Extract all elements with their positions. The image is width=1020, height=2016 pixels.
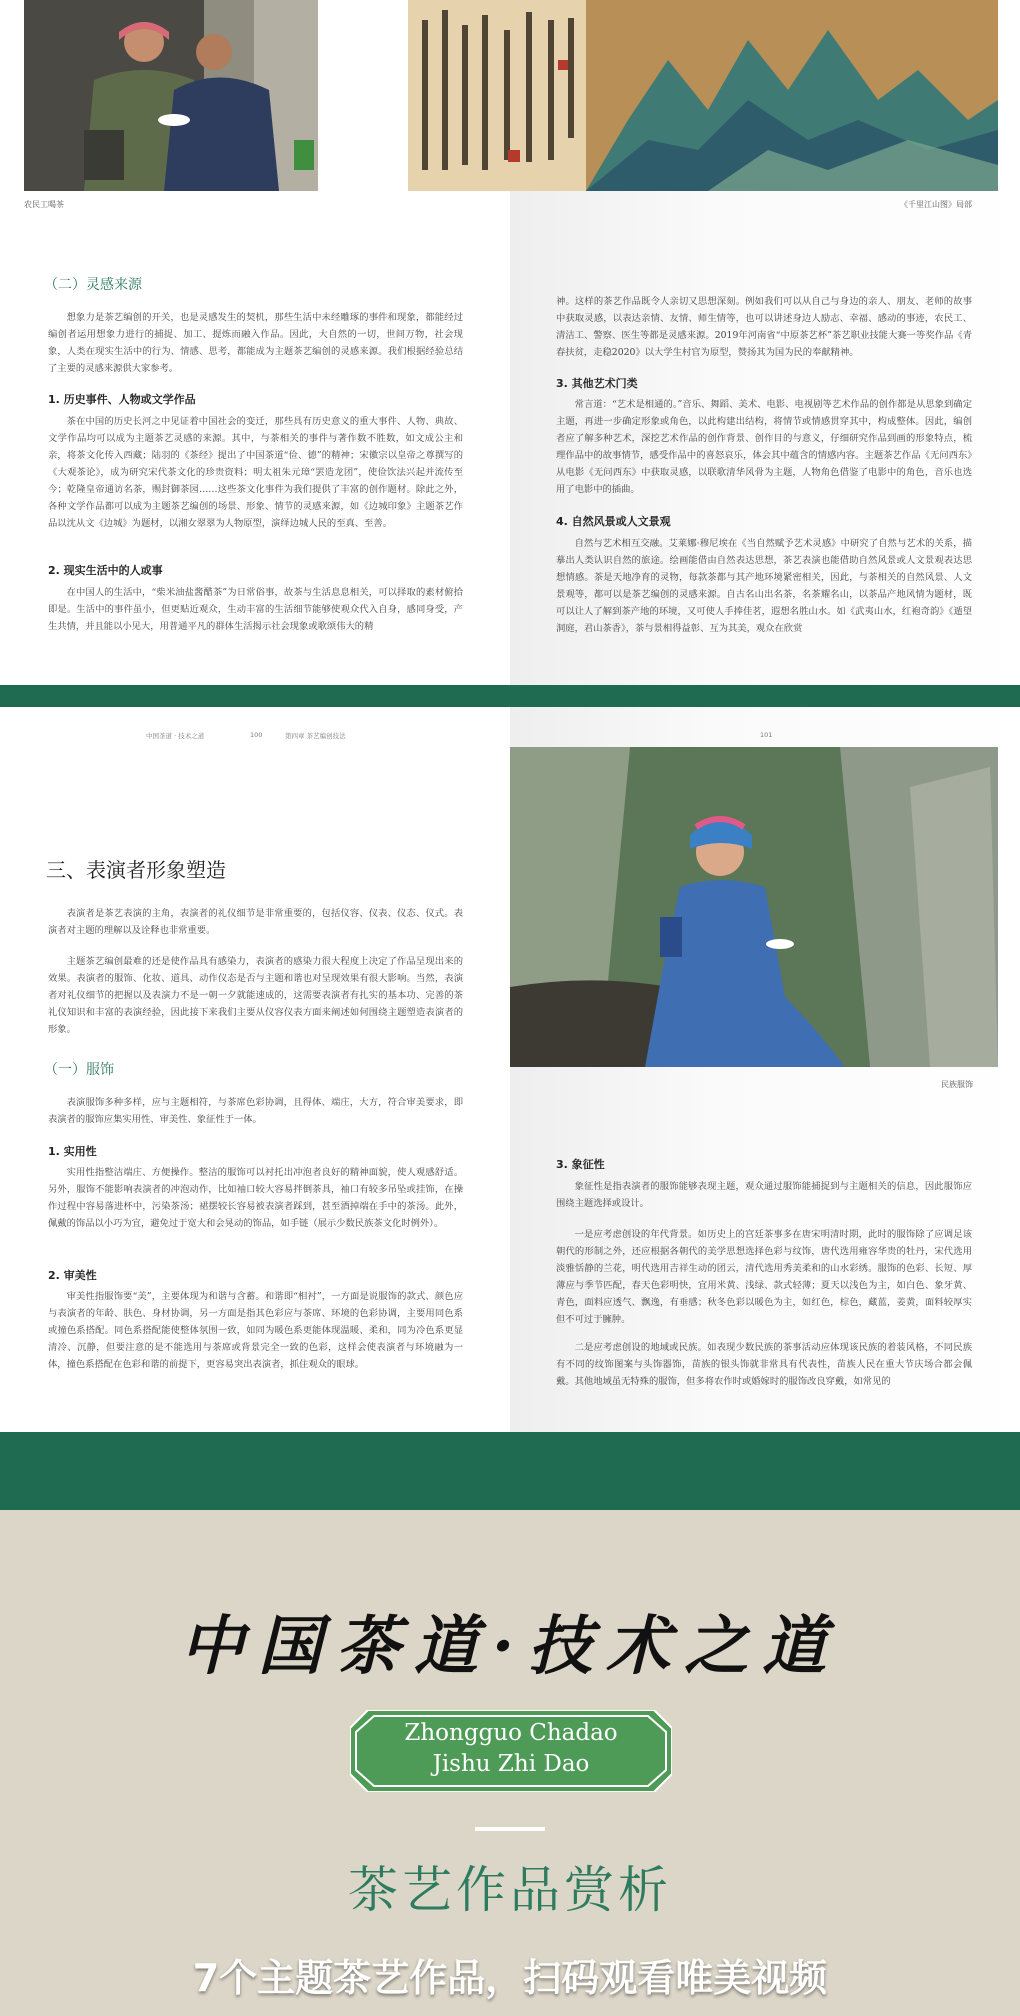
paragraph-real-life: 在中国人的生活中，“柴米油盐酱醋茶”为日常俗事，故茶与生活息息相关，可以择取的素材俯拾即是。生活中的事件虽小，但更贴近观众，生动丰富的生活细节能够使观众代入自身，感同身受，产生共情，并且能以小见大，用普通平凡的群体生活揭示社会现象或歌颂伟大的精 [48,587,463,632]
caption-left: 农民工喝茶 [24,200,64,209]
pinyin-text [350,1718,672,1780]
divider-rule [475,1827,545,1831]
spread-2 [0,707,1020,1432]
paragraph-practicality: 实用性指整洁端庄、方便操作。整洁的服饰可以衬托出冲泡者良好的精神面貌，使人观感舒适。另外，服饰不能影响表演者的冲泡动作，比如袖口较大容易拌倒茶具，袖口有较多吊坠或挂饰，在操作过程中容易落进杯中，污染茶汤；裙摆较长容易被表演者踩到，甚至酒掉端在手中的茶汤。此外，佩戴的饰品以小巧为宜，避免过于宽大和会晃动的饰品，如手链（展示少数民族茶文化时例外）。 [48,1167,463,1229]
paragraph-history: 茶在中国的历史长河之中见证着中国社会的变迁，那些具有历史意义的重大事件、人物、典故、文学作品均可以成为主题茶艺灵感的来源。其中，与茶相关的事件与著作数不胜数，如文成公主和亲，将茶文化传入西藏；陆羽的《茶经》提出了中国茶道“俭、德”的精神；宋徽宗以皇帝之尊撰写的《大观茶论》，成为研究宋代茶文化的珍贵资料；明太祖朱元璋“罢造龙团”，使俭饮法兴起并流传至今；乾隆皇帝通访名茶，赐封御茶园……这些茶文化事件为我们提供了丰富的创作题材。除此之外，各种文学作品都可以成为主题茶艺编创的场景、形象、情节的灵感来源，如《边城印象》主题茶艺作品以沈从文《边城》为题材，以湘女翠翠为人物原型，演绎边城人民的至真、至善。 [48,416,463,529]
chapter-section-title: 三、表演者形象塑造 [46,858,226,882]
page-number-right: 101 [760,731,773,739]
divider-band-1 [0,685,1020,707]
paragraph-symbolism-1: 象征性是指表演者的服饰能够表现主题，观众通过服饰能捕捉到与主题相关的信息，因此服饰应围绕主题选择或设计。 [556,1181,972,1209]
page-number-left: 100 [250,731,263,739]
paragraph-symbolism-3: 二是应考虑创设的地域或民族。如表现少数民族的茶事活动应体现该民族的着装风格，不同民族有不同的纹饰图案与头饰器饰，苗族的银头饰就非常具有代表性，苗族人民在重大节庆场合都会佩戴。其他地域虽无特殊的服饰，但多将农作时或婚嫁时的服饰改良穿戴，如常见的 [556,1342,972,1387]
heading-other-arts: 3. 其他艺术门类 [556,377,638,390]
paragraph-aesthetics: 审美性指服饰要“美”，主要体现为和谐与含蓄。和谐即“相衬”，一方面是说服饰的款式、颜色应与表演者的年龄、肤色、身材协调，另一方面是指其色彩应与茶席、环境的色彩协调，主要用同色系或撞色系搭配。同色系搭配能使整体氛围一致，如同为暖色系更能体现温暖、柔和，同为冷色系更显清冷、沉静，但要注意的是不能选用与茶席或背景完全一致的色彩，这样会使表演者与环境融为一体，撞色系搭配在色彩和谐的前提下，更容易突出表演者，抓住观众的眼球。 [48,1291,463,1370]
paragraph-performer-intro-1: 表演者是茶艺表演的主角，表演者的礼仪细节是非常重要的，包括仪容、仪表、仪态、仪式。表演者对主题的理解以及诠释也非常重要。 [48,908,463,936]
heading-symbolism: 3. 象征性 [556,1158,605,1171]
paragraph-performer-intro-2: 主题茶艺编创最难的还是使作品具有感染力，表演者的感染力很大程度上决定了作品呈现出来的效果。表演者的服饰、化妆、道具、动作仪态是否与主题和谐也对呈现效果有很大影响。当然，表演者对礼仪细节的把握以及表演力不是一朝一夕就能速成的，这需要表演者有扎实的基本功、完善的茶礼仪知识和丰富的表演经验，因此接下来我们主要从仪容仪表方面来阐述如何围绕主题塑造表演者的形象。 [48,956,463,1035]
caption-ethnic-costume: 民族服饰 [941,1080,973,1089]
photo-ethnic-costume [510,747,998,1067]
paragraph-other-arts: 常言道：“艺术是相通的。”音乐、舞蹈、美术、电影、电视剧等艺术作品的创作都是从思象到确定主题，再进一步确定形象或角色，以此构建出结构，将情节或情感贯穿其中，构成整体。因此，编创者应了解多种艺术，深挖艺术作品的创作背景、创作目的与意义，仔细研究作品到画的形象特点，梳理作品中的故事情节，感受作品中的喜怒哀乐，体会其中蕴含的情感内容。主题茶艺作品《无问西东》从电影《无问西东》中获取灵感，以联歌清华风骨为主题，人物角色借鉴了电影中的角色，音乐也选用了电影中的插曲。 [556,399,972,495]
pinyin-line-2: Jishu Zhi Dao [432,1751,590,1777]
paragraph-symbolism-2: 一是应考虑创设的年代背景。如历史上的宫廷茶事多在唐宋明清时期，此时的服饰除了应调足该朝代的形制之外，还应根据各朝代的美学思想选择色彩与纹饰，唐代选用雍容华贵的牡丹，宋代选用淡雅恬静的兰花，明代选用吉祥生动的团云，清代选用秀美柔和的山水彩绣。服饰的色彩、长短、厚薄应与季节匹配，春天色彩明快，宜用米黄、浅绿、款式轻薄；夏天以浅色为主，如白色、象牙黄、青色，面料应透气、飘逸，有垂感；秋冬色彩以暖色为主，如红色，棕色，藏蓝，姜黄，面料较厚实但不可过于臃肿。 [556,1229,972,1325]
heading-real-life: 2. 现实生活中的人或事 [48,564,163,577]
heading-practicality: 1. 实用性 [48,1145,97,1158]
spread-1 [0,0,1020,685]
heading-aesthetics: 2. 审美性 [48,1269,97,1282]
heading-nature: 4. 自然风景或人文景观 [556,515,671,528]
paragraph-intro: 想象力是茶艺编创的开关，也是灵感发生的契机，那些生活中未经雕琢的事件和现象，都能经过编创者运用想象力进行的捕捉、加工、提炼而融入作品。因此，大自然的一切，世间万物，社会现象，人类在现实生活中的行为、情感、思考，都能成为主题茶艺编创的灵感来源。我们根据经验总结了主要的灵感来源供大家参考。 [48,312,463,374]
running-head: 中国茶道 · 技术之道 [146,732,205,740]
promo-subtitle: 茶艺作品赏析 [348,1861,672,1919]
section-title-costume: （一）服饰 [44,1062,114,1078]
pinyin-line-1: Zhongguo Chadao [404,1720,618,1746]
chapter-label: 第四章 茶艺编创技法 [285,732,346,740]
heading-history: 1. 历史事件、人物或文学作品 [48,393,196,406]
promo-tagline: 7个主题茶艺作品，扫码观看唯美视频 [192,1956,828,2000]
divider-band-2 [0,1432,1020,1510]
caption-right: 《千里江山图》局部 [900,200,972,209]
section-title-inspiration: （二）灵感来源 [44,277,142,293]
paragraph-costume: 表演服饰多种多样，应与主题相符，与茶席色彩协调，且得体、端庄，大方，符合审美要求，即表演者的服饰应集实用性、审美性、象征性于一体。 [48,1097,463,1125]
paragraph-continuation: 神。这样的茶艺作品既令人亲切又思想深刻。例如我们可以从自己与身边的亲人、朋友、老师的故事中获取灵感，以表达亲情、友情、师生情等，也可以讲述身边人励志、幸福、感动的事迹，农民工、清洁工、警察、医生等都是灵感来源。2019年河南省“中原茶艺杯”茶艺职业技能大赛一等奖作品《青春扶贫，走稳2020》以大学生村官为原型，赞扬其为国为民的奉献精神。 [556,296,972,358]
paragraph-nature: 自然与艺术相互交融。艾莱娜·穆尼埃在《当自然赋予艺术灵感》中研究了自然与艺术的关系，描摹出人类认识自然的旅途。绘画能借由自然表达思想，茶艺表演也能借助自然风景或人文景观表达思想情感。茶是天地净育的灵物，每款茶都与其产地环境紧密相关，因此，与茶相关的自然风景、人文景观等，都可以是茶艺编创的灵感来源。自古名山出名茶，名茶耀名山，以茶品产地风情为题材，既可以让人了解到茶产地的环境，又可使人手捧佳茗，遐想名胜山水。如《武夷山水，红袍奇韵》《遁望洞庭，君山茶香》，茶与景相得益彰、互为其美，观众在欣赏 [556,538,972,634]
photo-workers-drinking-tea [24,0,318,191]
photo-painting-qianli-jiangshan [408,0,998,191]
calligraphy-title: 中国茶道·技术之道 [179,1609,841,1684]
